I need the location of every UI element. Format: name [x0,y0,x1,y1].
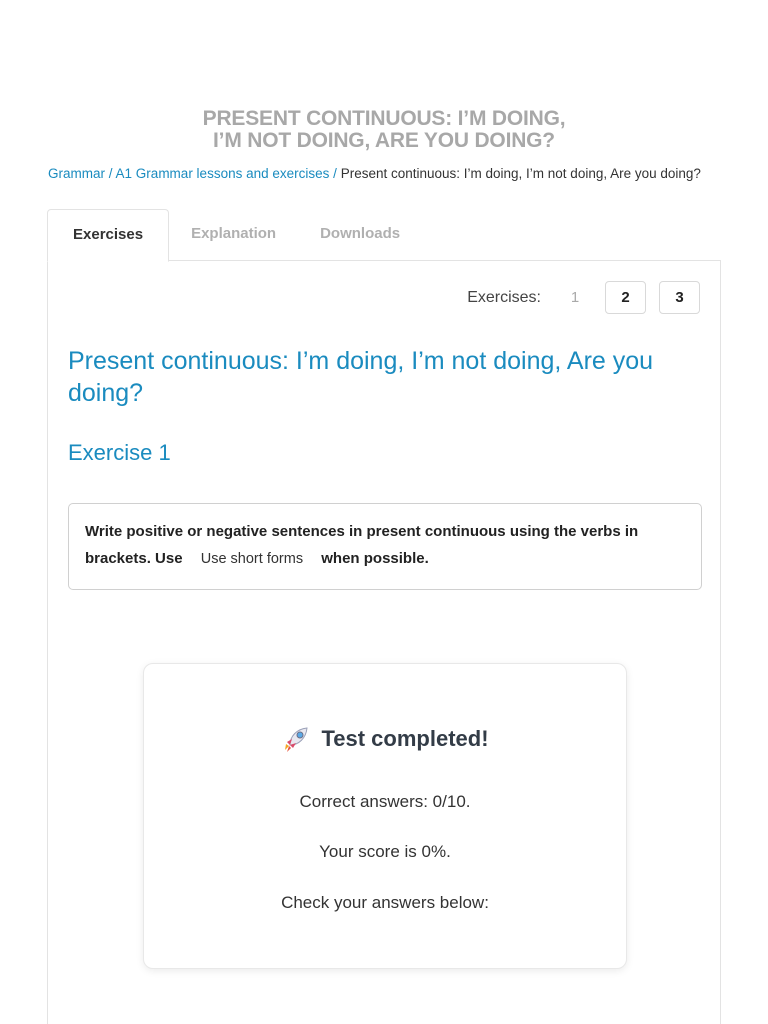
rocket-icon [281,724,311,754]
tab-explanation[interactable]: Explanation [191,225,277,242]
exercise-3-button[interactable]: 3 [659,281,700,314]
exercise-nav-current: 1 [570,289,580,306]
breadcrumb-link-a1[interactable]: A1 Grammar lessons and exercises [115,166,330,181]
exercise-heading: Present continuous: I’m doing, I’m not doing, Are you doing? [68,347,654,407]
check-answers-text: Check your answers below: [281,893,489,912]
exercise-nav-label: Exercises: [467,288,541,306]
tab-downloads[interactable]: Downloads [320,225,401,242]
result-title: Test completed! [321,726,489,751]
breadcrumb-separator: / [108,166,113,181]
exercise-2-button[interactable]: 2 [605,281,646,314]
score-text: Your score is 0%. [319,842,451,861]
page-title-line2: I’M NOT DOING, ARE YOU DOING? [213,129,555,152]
instructions-box [68,503,702,590]
instructions-text-end: when possible. [321,550,429,567]
tab-exercises[interactable]: Exercises [47,209,169,262]
page-title-line1: PRESENT CONTINUOUS: I’M DOING, [202,107,566,130]
result-title-row [144,724,626,754]
exercise-subheading: Exercise 1 [68,440,171,465]
breadcrumb [48,166,718,182]
short-forms-hint[interactable]: Use short forms [200,551,304,567]
exercise-panel [47,260,721,1024]
breadcrumb-current: Present continuous: I’m doing, I’m not doing, Are you doing? [340,166,701,181]
page-title [0,108,768,152]
breadcrumb-link-grammar[interactable]: Grammar [48,166,105,181]
tab-bar [47,209,422,261]
breadcrumb-separator: / [333,166,337,181]
correct-answers: Correct answers: 0/10. [299,792,471,811]
instructions-text: Write positive or negative sentences in present continuous using the verbs in brackets. Use [85,523,639,567]
result-card [143,663,627,969]
exercise-nav [467,281,700,314]
